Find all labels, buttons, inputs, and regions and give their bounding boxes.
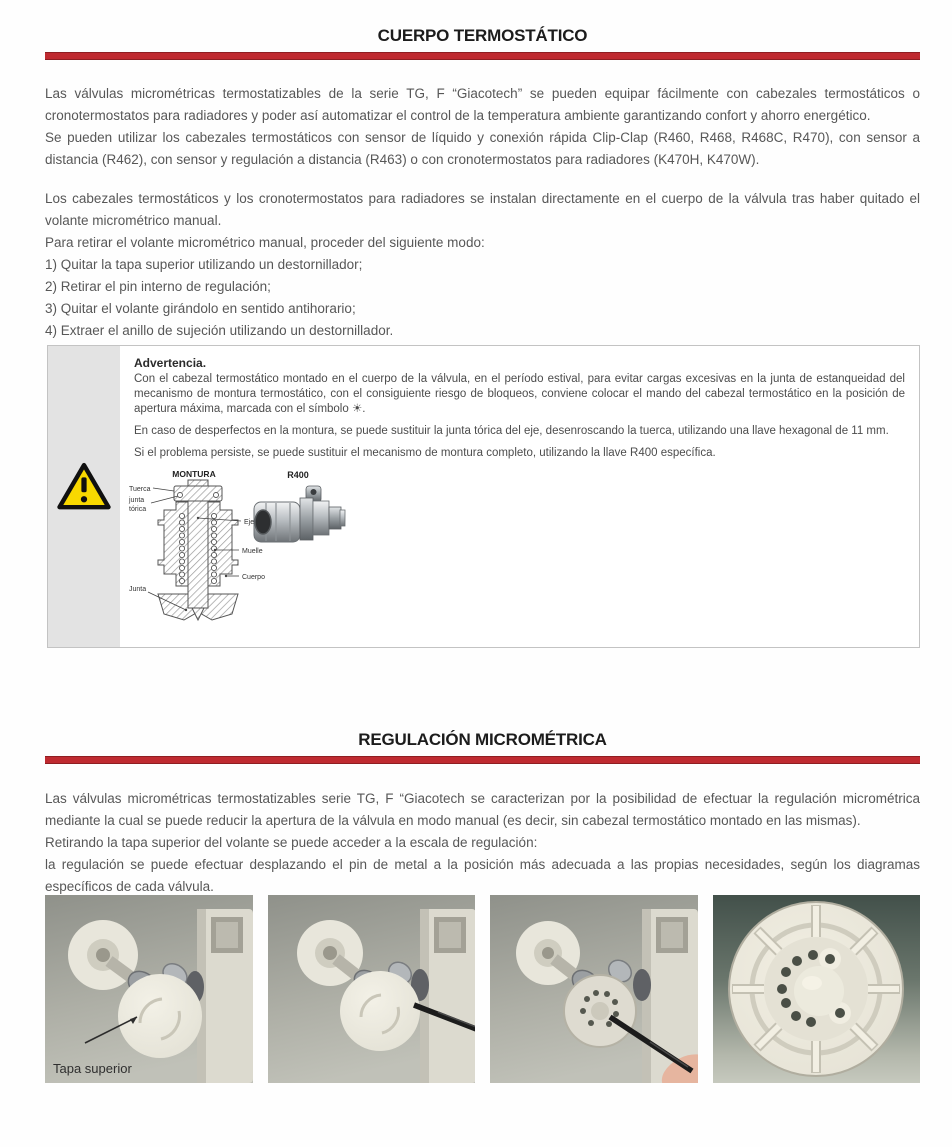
tool-stub	[329, 507, 341, 529]
warning-triangle-icon	[56, 461, 112, 513]
diagram-row	[129, 468, 905, 628]
wheel-face-illustration	[713, 895, 921, 1083]
valve-cap-illustration	[45, 895, 253, 1083]
tool-socket-hole	[255, 510, 271, 534]
warning-content	[120, 346, 919, 647]
label-tuerca: Tuerca	[129, 486, 151, 493]
warning-paragraph-3: Si el problema persiste, se puede sustituir el mecanismo de montura completo, utilizando la llave R400 específica.	[134, 447, 716, 459]
wheel-center-dome	[794, 966, 844, 1016]
warning-icon-column	[48, 346, 120, 647]
intro-paragraphs	[45, 83, 920, 171]
photo-valve-cap	[45, 895, 253, 1083]
regulacion-paragraph-2: Retirando la tapa superior del volante se puede acceder a la escala de regulación:	[45, 835, 538, 850]
install-paragraphs	[45, 188, 920, 342]
red-rule-bottom	[45, 756, 920, 764]
regulacion-paragraph-3: la regulación se puede efectuar desplazando el pin de metal a la posición más adecuada a las propias necesidades, según los diagramas específicos de cada válvula.	[45, 857, 920, 894]
photo-strip	[45, 895, 920, 1083]
warning-paragraph-1: Con el cabezal termostático montado en el cuerpo de la válvula, en el período estival, para evitar cargas excesivas en la junta de estanqueidad del mecanismo de montura termostático, con el consiguiente riesgo de bloqueos, conviene colocar el mando del cabezal termostático en la posición de apertura máxima, marcada con el símbolo ☀.	[134, 373, 905, 415]
tool-end-cap	[340, 510, 345, 526]
section-title-regulacion: REGULACIÓN MICROMÉTRICA	[358, 730, 607, 749]
step-4: 4) Extraer el anillo de sujeción utilizando un destornillador.	[45, 323, 394, 338]
install-paragraph-1: Los cabezales termostáticos y los cronotermostatos para radiadores se instalan directamente en el cuerpo de la válvula tras haber quitado el volante micrométrico manual.	[45, 191, 920, 228]
montura-title: MONTURA	[172, 469, 216, 479]
warning-title: Advertencia.	[134, 356, 207, 370]
step-2: 2) Retirar el pin interno de regulación;	[45, 279, 271, 294]
photo1-caption: Tapa superior	[53, 1061, 132, 1076]
r400-tool-photo	[250, 482, 346, 548]
section-title-cuerpo: CUERPO TERMOSTÁTICO	[377, 26, 588, 45]
valve-top-cap	[340, 971, 420, 1051]
photo-wheel-face	[713, 895, 921, 1083]
regulacion-paragraphs	[45, 788, 920, 898]
valve-top-cap	[118, 974, 202, 1058]
warning-paragraph-2: En caso de desperfectos en la montura, se puede sustituir la junta tórica del eje, desenroscando la tuerca, utilizando una llave hexagonal de 11 mm.	[134, 425, 889, 437]
label-cuerpo: Cuerpo	[242, 574, 265, 581]
photo-regulation-scale	[490, 895, 698, 1083]
label-junta-torica-2: tórica	[129, 506, 147, 513]
intro-paragraph-2: Se pueden utilizar los cabezales termostáticos con sensor de líquido y conexión rápida Clip-Clap (R460, R468, R468C, R470), con sensor a distancia (R462), con sensor y regulación a distancia (R463) o con cronotermostatos para radiadores (K470H, K470W).	[45, 130, 920, 167]
o-ring-left	[178, 493, 183, 498]
step-1: 1) Quitar la tapa superior utilizando un destornillador;	[45, 257, 363, 272]
regulacion-paragraph-1: Las válvulas micrométricas termostatizables serie TG, F “Giacotech se caracterizan por la posibilidad de efectuar la regulación micrométrica mediante la cual se puede reducir la apertura de la válvula en modo manual (es decir, sin cabezal termostático montado en las mismas).	[45, 791, 920, 828]
o-ring-right	[214, 493, 219, 498]
photo-removing-cap	[268, 895, 476, 1083]
tool-hex-body	[313, 501, 329, 535]
removing-cap-illustration	[268, 895, 476, 1083]
label-junta-torica-1: junta	[129, 497, 145, 504]
intro-paragraph-1: Las válvulas micrométricas termostatizables de la serie TG, F “Giacotech” se pueden equipar fácilmente con cabezales termostáticos o cronotermostatos para radiadores y poder así automatizar el control de la temperatura ambiente garantizando confort y ahorro energético.	[45, 86, 920, 123]
regulation-scale-illustration	[490, 895, 698, 1083]
warning-box	[47, 345, 920, 648]
label-junta-inferior: Junta	[129, 586, 147, 593]
red-rule-top	[45, 52, 920, 60]
r400-tool	[250, 470, 346, 553]
step-3: 3) Quitar el volante girándolo en sentido antihorario;	[45, 301, 356, 316]
label-muelle: Muelle	[242, 548, 263, 555]
tool-collar	[300, 498, 313, 540]
r400-label: R400	[287, 470, 309, 480]
install-paragraph-2: Para retirar el volante micrométrico manual, proceder del siguiente modo:	[45, 235, 485, 250]
label-eje: Eje	[244, 519, 255, 526]
